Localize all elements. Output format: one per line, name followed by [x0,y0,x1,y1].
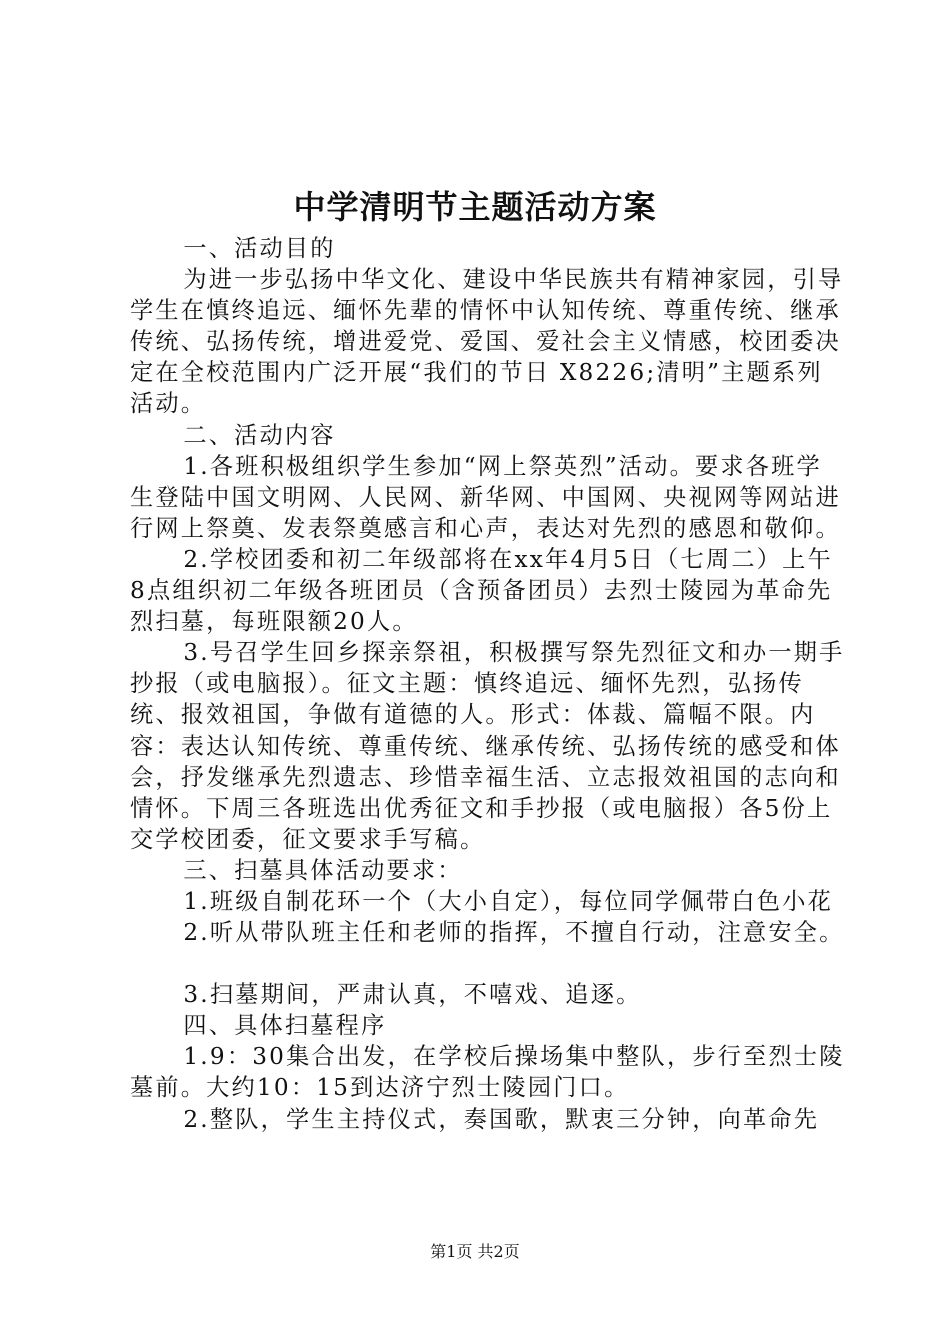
section-heading-content: 二、活动内容 [183,421,336,449]
section-heading-requirements: 三、扫墓具体活动要求： [183,856,463,884]
document-title: 中学清明节主题活动方案 [293,188,657,226]
paragraph-procedure-1: 1.9：30集合出发，在学校后操场集中整队，步行至烈士陵墓前。大约10：15到达济宁烈士陵园门口。 [130,1043,845,1102]
paragraph-requirement-2: 2.听从带队班主任和老师的指挥，不擅自行动，注意安全。 [183,919,845,947]
paragraph-requirement-3: 3.扫墓期间，严肃认真，不嘻戏、追逐。 [183,981,642,1009]
page-number-footer: 第1页 共2页 [430,1242,520,1261]
document-body [130,233,845,1135]
section-heading-purpose: 一、活动目的 [183,235,336,262]
paragraph-procedure-2: 2.整队，学生主持仪式，奏国歌，默衷三分钟，向革命先 [183,1105,820,1133]
paragraph-content-2: 2.学校团委和初二年级部将在xx年4月5日（七周二）上午8点组织初二年级各班团员（含预备团员）去烈士陵园为革命先烈扫墓，每班限额20人。 [130,545,833,636]
section-heading-procedure: 四、具体扫墓程序 [183,1012,387,1040]
paragraph-content-1: 1.各班积极组织学生参加“网上祭英烈”活动。要求各班学生登陆中国文明网、人民网、新华网、中国网、央视网等网站进行网上祭奠、发表祭奠感言和心声，表达对先烈的感恩和敬仰。 [130,452,841,542]
paragraph-purpose: 为进一步弘扬中华文化、建设中华民族共有精神家园，引导学生在慎终追远、缅怀先辈的情怀中认知传统、尊重传统、继承传统、弘扬传统，增进爱党、爱国、爱社会主义情感，校团委决定在全校范围内广泛开展“我们的节日 X8226;清明”主题系列活动。 [130,266,844,418]
paragraph-requirement-1: 1.班级自制花环一个（大小自定），每位同学佩带白色小花 [183,887,833,915]
paragraph-content-3: 3.号召学生回乡探亲祭祖，积极撰写祭先烈征文和办一期手抄报（或电脑报）。征文主题：慎终追远、缅怀先烈，弘扬传统、报效祖国，争做有道德的人。形式：体裁、篇幅不限。内容：表达认知传统、尊重传统、继承传统、弘扬传统的感受和体会，抒发继承先烈遗志、珍惜幸福生活、立志报效祖国的志向和情怀。下周三各班选出优秀征文和手抄报（或电脑报）各5份上交学校团委，征文要求手写稿。 [130,639,845,853]
